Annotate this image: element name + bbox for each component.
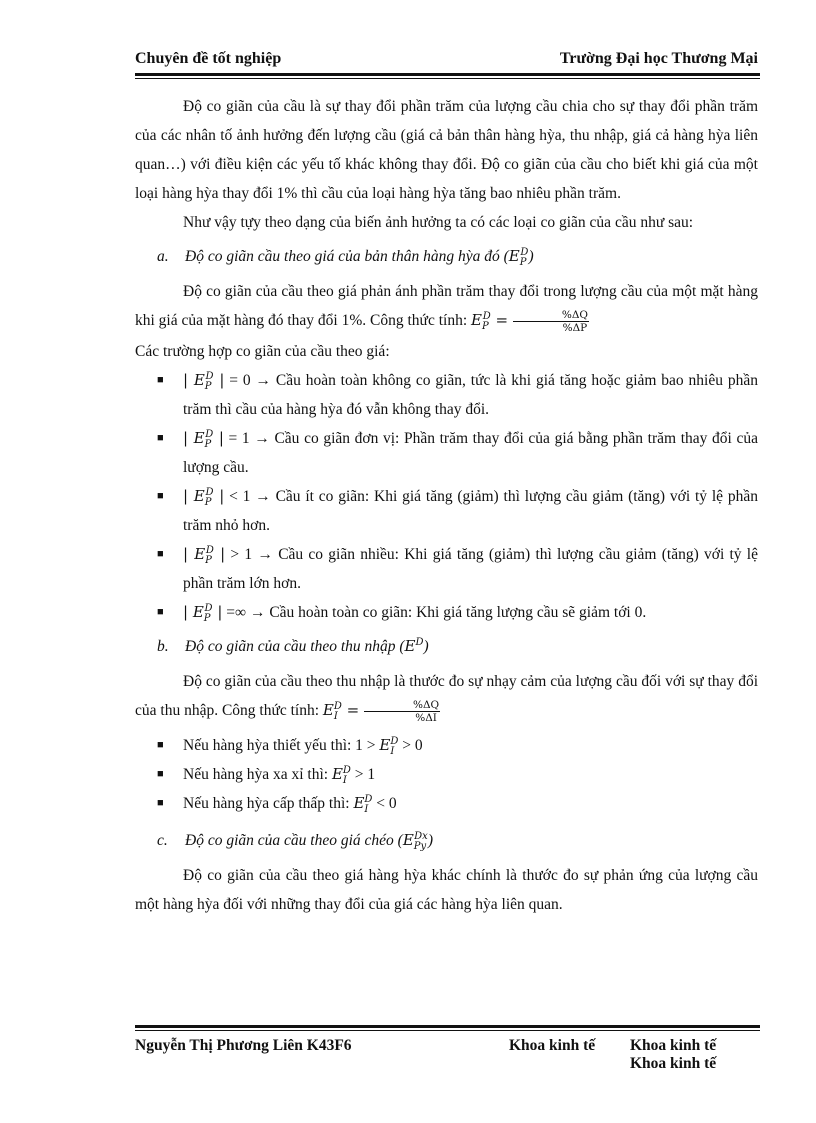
bullet-icon: ■ bbox=[157, 432, 164, 444]
paragraph-types: Như vậy tựy theo dạng của biến ảnh hưởng ta có các loại co giãn của cầu như sau: bbox=[183, 214, 694, 231]
list-item: ■ | $E_P^D$ | < 1 → Cầu ít co giãn: Khi giá tăng (giảm) thì lượng cầu giảm (tăng) với tỷ lệ phần trăm nhỏ hơn. bbox=[135, 482, 758, 540]
bullet-icon: ■ bbox=[157, 739, 164, 751]
elasticity-symbol: $E_P^D$ bbox=[508, 247, 529, 268]
list-item: ■ | $E_P^D$ | =∞ → Cầu hoàn toàn co giãn: Khi giá tăng lượng cầu sẽ giảm tới 0. bbox=[135, 598, 758, 627]
footer-rule bbox=[135, 1025, 760, 1028]
section-c-heading: c. Độ co giãn của cầu theo giá chéo $(E_{Py}^{Dx})$ bbox=[157, 831, 433, 852]
paragraph-definition: Độ co giãn của cầu là sự thay đổi phần trăm của lượng cầu chia cho sự thay đổi phần trăm của các nhân tố ảnh hưởng đến lượng cầu (giá cả bản thân hàng hỳa, thu nhập, giá cả hàng hỳa liên quan…) với điều kiện các yếu tố khác không thay đổi. Độ co giãn của cầu cho biết khi giá của một loại hàng hỳa thay đổi 1% thì cầu của loại hàng hỳa tăng bao nhiêu phần trăm. bbox=[135, 98, 758, 202]
footer-author: Nguyễn Thị Phương Liên K43F6 bbox=[135, 1037, 352, 1054]
list-item: ■ | $E_P^D$ | = 0 → Cầu hoàn toàn không co giãn, tức là khi giá tăng hoặc giảm bao nhiêu phần trăm thì cầu của hàng hỳa đó vẫn không thay đổi. bbox=[135, 366, 758, 424]
page-header bbox=[135, 50, 758, 72]
paragraph-cases-intro: Các trường hợp co giãn của cầu theo giá: bbox=[135, 343, 390, 360]
list-item: ■ | $E_P^D$ | = 1 → Cầu co giãn đơn vị: Phần trăm thay đổi của giá bằng phần trăm thay đổi của lượng cầu. bbox=[135, 424, 758, 482]
bullet-icon: ■ bbox=[157, 606, 164, 618]
footer-dept: Khoa kinh tế bbox=[630, 1055, 717, 1072]
paragraph-income-elasticity: Độ co giãn của cầu theo thu nhập là thước đo sự nhạy cảm của lượng cầu đối với sự thay đổi của thu nhập. Công thức tính: $E_I^D$ = $\frac{\%\Delta Q}{\%\Delta I}$ bbox=[135, 673, 758, 724]
header-right: Trường Đại học Thương Mại bbox=[559, 50, 758, 67]
list-item: ■ Nếu hàng hỳa thiết yếu thì: $1 > E_I^D > 0$ bbox=[135, 731, 758, 760]
list-item: ■ Nếu hàng hỳa cấp thấp thì: $E_I^D < 0$ bbox=[135, 789, 758, 818]
fraction-income: $\frac{\%\Delta Q}{\%\Delta I}$ bbox=[364, 699, 440, 724]
paragraph-cross-elasticity: Độ co giãn của cầu theo giá hàng hỳa khác chính là thước đo sự phản ứng của lượng cầu một hàng hỳa đối với những thay đổi của giá các hàng hỳa liên quan. bbox=[135, 867, 758, 913]
income-elasticity-cases bbox=[135, 731, 758, 818]
formula-price-elasticity: $E_P^D$ = bbox=[471, 311, 509, 332]
paragraph-price-elasticity: Độ co giãn của cầu theo giá phản ánh phần trăm thay đổi trong lượng cầu của một mặt hàng khi giá của mặt hàng đó thay đổi 1%. Công thức tính: $E_P^D$ = $\frac{\%\Delta Q}{\%\Delta P}$ bbox=[135, 283, 758, 334]
footer-dept: Khoa kinh tế bbox=[509, 1037, 596, 1054]
document-body bbox=[135, 92, 758, 919]
section-a-heading: a. Độ co giãn cầu theo giá của bản thân hàng hỳa đó $(E_P^D)$ bbox=[157, 247, 534, 268]
bullet-icon: ■ bbox=[157, 374, 164, 386]
header-left: Chuyên đề tốt nghiệp bbox=[135, 50, 282, 67]
bullet-icon: ■ bbox=[157, 797, 164, 809]
bullet-icon: ■ bbox=[157, 768, 164, 780]
list-item: ■ | $E_P^D$ | > 1 → Cầu co giãn nhiều: Khi giá tăng (giảm) thì lượng cầu giảm (tăng) với tỷ lệ phần trăm lớn hơn. bbox=[135, 540, 758, 598]
footer-dept: Khoa kinh tế bbox=[630, 1037, 717, 1054]
header-rule-thin bbox=[135, 78, 760, 79]
footer-rule-thin bbox=[135, 1030, 760, 1031]
fraction-price: $\frac{\%\Delta Q}{\%\Delta P}$ bbox=[513, 309, 589, 334]
price-elasticity-cases bbox=[135, 366, 758, 627]
formula-income-elasticity: $E_I^D$ = bbox=[322, 701, 360, 722]
section-b-heading: b. Độ co giãn của cầu theo thu nhập $(E^D)$ bbox=[157, 637, 429, 655]
bullet-icon: ■ bbox=[157, 548, 164, 560]
bullet-icon: ■ bbox=[157, 490, 164, 502]
header-rule bbox=[135, 73, 760, 76]
list-item: ■ Nếu hàng hỳa xa xỉ thì: $E_I^D > 1$ bbox=[135, 760, 758, 789]
